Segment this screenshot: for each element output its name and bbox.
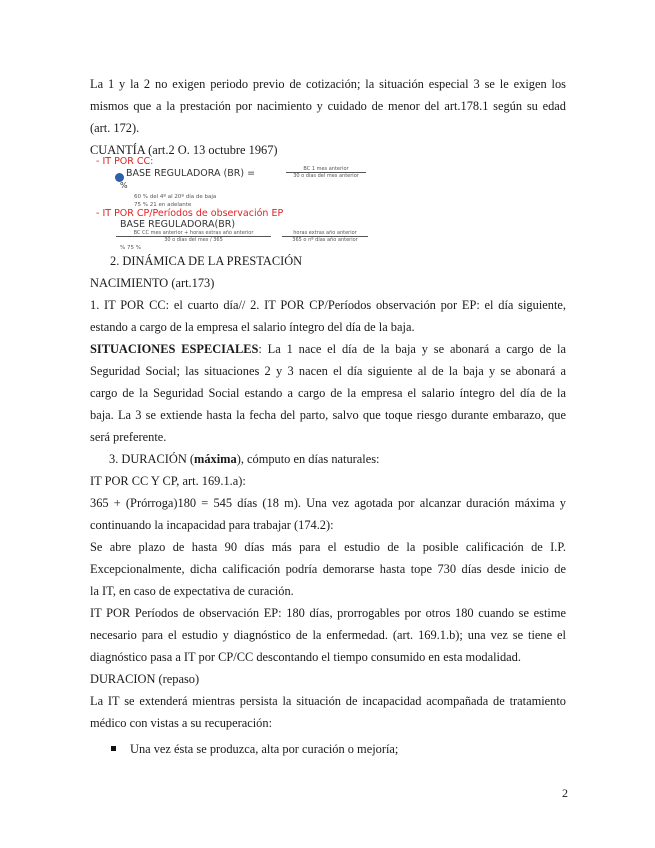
section-heading-duracion [109,448,529,470]
embedded-slide-image [90,156,380,251]
paragraph-line: médico con vistas a su recuperación: [90,716,273,730]
paragraph-line: continuando la incapacidad para trabajar (174.2): [90,518,334,532]
paragraph-line: mismos que a la prestación por nacimiento y cuidado de menor del art.178.1 según su edad [90,99,566,113]
slide-fraction-cc [286,166,366,179]
slide-it-cc: - IT POR CC: [96,156,154,167]
paragraph-line: 1. IT POR CC: el cuarto día// 2. IT POR CP/Períodos observación por EP: el día siguiente, [90,298,566,312]
subheading-duracion-repaso: DURACION (repaso) [90,672,200,686]
paragraph-line: 365 + (Prórroga)180 = 545 días (18 m). Una vez agotada por alcanzar duración máxima y [90,496,566,510]
fraction-denominator: 30 o días del mes / 365 [164,237,223,243]
page-number: 2 [562,786,568,800]
bullet-item: Una vez ésta se produzca, alta por curación o mejoría; [130,742,399,756]
paragraph-line: Se abre plazo de hasta 90 días más para el estudio de la posible calificación de I.P. [90,540,566,554]
paragraph-line: será preferente. [90,430,167,444]
fraction-numerator: BC CC mes anterior + horas extras año anterior [116,230,271,237]
paragraph-line: (art. 172). [90,121,140,135]
paragraph-line: la IT, en caso de expectativa de curación. [90,584,294,598]
section-heading-dinamica: 2. DINÁMICA DE LA PRESTACIÓN [110,254,303,268]
section-heading-cuantia: CUANTÍA (art.2 O. 13 octubre 1967) [90,143,278,157]
paragraph-line: baja. La 3 se extiende hasta la fecha del parto, salvo que toque riesgo durante embarazo, que [90,408,566,422]
heading-bold: máxima [194,452,237,466]
slide-fraction-cp-right [282,230,368,243]
paragraph-line: necesario para el estudio y diagnóstico de la enfermedad. (art. 169.1.b); una vez se tiene el [90,628,566,642]
fraction-numerator: BC 1 mes anterior [286,166,366,173]
slide-pct-1: 60 % del 4º al 20º día de baja [134,194,217,200]
fraction-denominator: 30 o días del mes anterior [293,173,359,179]
paragraph-line: cargo de la Seguridad Social estando a cargo de la empresa el salario íntegro del día de la [90,386,566,400]
slide-base-cc: BASE REGULADORA (BR) = [126,168,256,179]
subheading-nacimiento: NACIMIENTO (art.173) [90,276,215,290]
paragraph-line: IT POR CC Y CP, art. 169.1.a): [90,474,246,488]
heading-text: 3. DURACIÓN ( [109,452,195,466]
paragraph-situaciones [90,338,566,360]
slide-it-cp: - IT POR CP/Períodos de observación EP [96,208,284,219]
slide-pct-cp: % 75 % [120,245,141,251]
paragraph-line: Seguridad Social; las situaciones 2 y 3 nacen el día siguiente al de la baja y se abonará a [90,364,566,378]
paragraph-line: IT POR Períodos de observación EP: 180 días, prorrogables por otros 180 cuando se estime [90,606,566,620]
paragraph-line: La 1 y la 2 no exigen periodo previo de cotización; la situación especial 3 se le exigen los [90,77,566,91]
slide-base-cp: BASE REGULADORA(BR) [120,219,236,230]
paragraph-line: estando a cargo de la empresa el salario íntegro del día de la baja. [90,320,415,334]
heading-text: ), cómputo en días naturales: [236,452,380,466]
square-bullet-icon [111,746,116,751]
paragraph-line: diagnóstico pasa a IT por CP/CC descontando el tiempo consumido en esta modalidad. [90,650,521,664]
fraction-denominator: 365 o nº días año anterior [292,237,358,243]
slide-pct-2: 75 % 21 en adelante [134,202,192,208]
slide-fraction-cp-left [116,230,271,243]
paragraph-text: : La 1 nace el día de la baja y se abonará a cargo de la [258,342,566,356]
paragraph-line: La IT se extenderá mientras persista la situación de incapacidad acompañada de tratamiento [90,694,566,708]
fraction-numerator: horas extras año anterior [282,230,368,237]
slide-pct: % [120,181,128,190]
paragraph-line: Excepcionalmente, dicha calificación podría demorarse hasta tope 730 días desde inicio de [90,562,566,576]
bold-label: SITUACIONES ESPECIALES [90,342,259,356]
